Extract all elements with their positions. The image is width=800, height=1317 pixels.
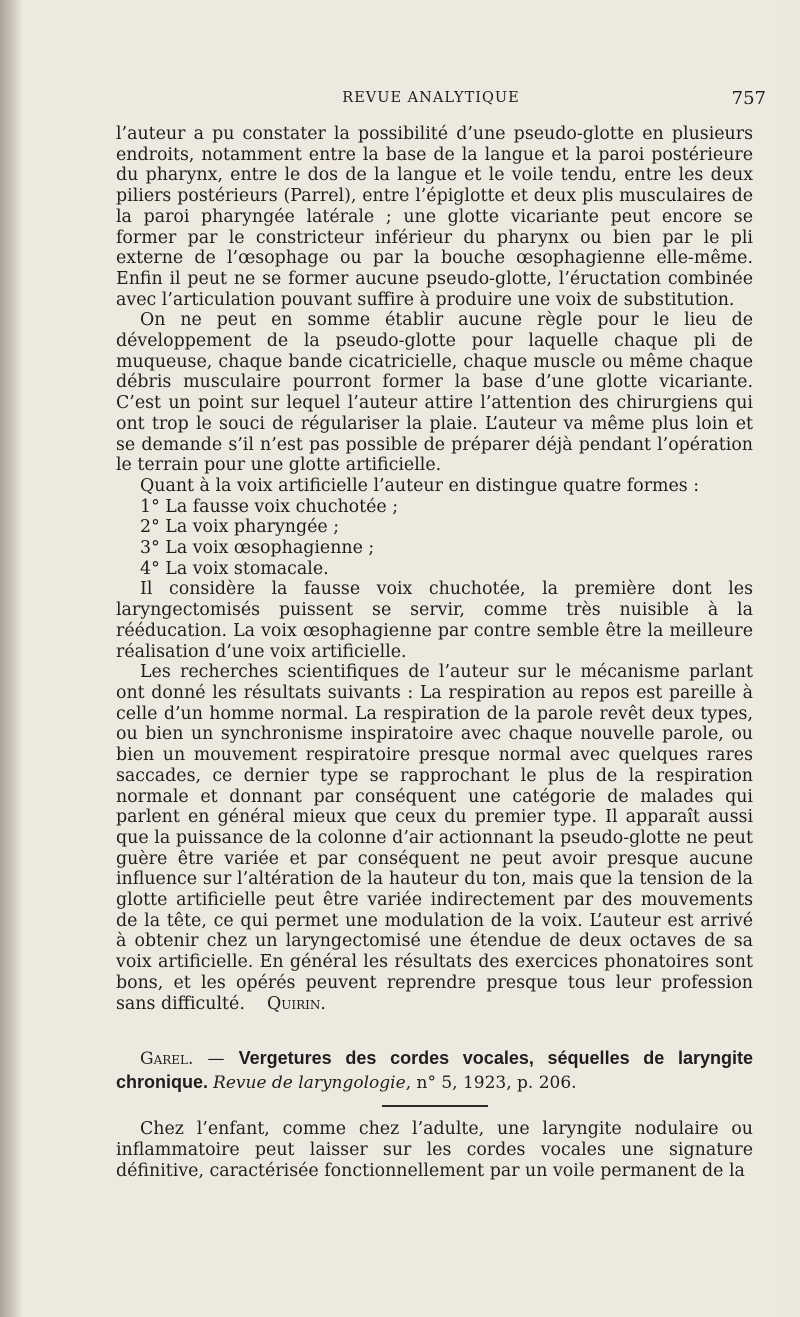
- list-item: 2° La voix pharyngée ;: [140, 517, 340, 538]
- binding-shadow: [0, 0, 22, 1317]
- paragraph: Il considère la fausse voix chuchotée, la première dont les laryngectomisés puissent se servir, comme très nuisible à la rééducation. La voix œsophagienne par contre semble être la meilleure réalisation d’une voix artificielle.: [116, 579, 753, 662]
- paragraph-next: Chez l’enfant, comme chez l’adulte, une laryngite nodulaire ou inflammatoire peut laisser sur les cordes vocales une signature définitive, caractérisée fonctionnellement par un voile permanent de la: [116, 1119, 753, 1181]
- running-head: REVUE ANALYTIQUE: [342, 90, 520, 106]
- article-body: [116, 124, 753, 1181]
- list-item: 3° La voix œsophagienne ;: [140, 538, 375, 559]
- paragraph-continuation: l’auteur a pu constater la possibilité d’une pseudo-glotte en plusieurs endroits, notamment entre la base de la langue et la paroi postérieure du pharynx, entre le dos de la langue et le voile tendu, entre les deux piliers postérieurs (Parrel), entre l’épiglotte et deux plis musculaires de la paroi pharyngée latérale ; une glotte vicariante peut encore se former par le constricteur inférieur du pharynx ou bien par le pli externe de l’œsophage ou par la bouche œsophagienne elle-même. Enfin il peut ne se former aucune pseudo-glotte, l’éructation combinée avec l’articulation pouvant suffire à produire une voix de substitution.: [116, 124, 753, 310]
- reference-author: Garel.: [140, 1049, 194, 1070]
- paragraph-forms-intro: Quant à la voix artificielle l’auteur en distingue quatre formes :: [140, 475, 700, 496]
- reference-journal: Revue de laryngologie: [213, 1073, 406, 1094]
- page-number: 757: [731, 88, 766, 109]
- section-gap: [116, 1014, 753, 1047]
- article-reference: [116, 1047, 753, 1095]
- author-signature: Quirin.: [267, 993, 326, 1014]
- reference-publication: , n° 5, 1923, p. 206.: [405, 1073, 577, 1094]
- reference-title: Vergetures des cordes vocales, séquelles de laryngite chronique.: [116, 1048, 753, 1093]
- list-item: 1° La fausse voix chuchotée ;: [140, 496, 399, 517]
- separator-rule: [382, 1105, 488, 1107]
- paragraph-with-signature: [116, 662, 753, 1014]
- reference-dash: —: [193, 1049, 239, 1070]
- paragraph-text: Les recherches scientifiques de l’auteur sur le mécanisme parlant ont donné les résultats suivants : La respiration au repos est pareille à celle d’un homme normal. La respiration de la parole revêt deux types, ou bien un synchronisme inspiratoire avec chaque nouvelle parole, ou bien un mouvement respiratoire presque normal avec quelques rares saccades, ce dernier type se rapprochant le plus de la respiration normale et donnant par conséquent une catégorie de malades qui parlent en général mieux que ceux du premier type. Il apparaît aussi que la puissance de la colonne d’air actionnant la pseudo-glotte ne peut guère être variée et par conséquent ne peut avoir presque aucune influence sur l’altération de la hauteur du ton, mais que la tension de la glotte artificielle peut être variée indirectement par des mouvements de la tête, ce qui permet une modulation de la voix. L’auteur est arrivé à obtenir chez un laryngectomisé une étendue de deux octaves de sa voix artificielle. En général les résultats des exercices phonatoires sont bons, et les opérés peuvent reprendre presque tous leur profession sans difficulté.: [116, 662, 753, 1014]
- page-header: [96, 90, 766, 114]
- paragraph: On ne peut en somme établir aucune règle pour le lieu de développement de la pseudo-glotte pour laquelle chaque pli de muqueuse, chaque bande cicatricielle, chaque muscle ou même chaque débris musculaire pourront former la base d’une glotte vicariante. C’est un point sur lequel l’auteur attire l’attention des chirurgiens qui ont trop le souci de régulariser la plaie. L’auteur va même plus loin et se demande s’il n’est pas possible de préparer déjà pendant l’opération le terrain pour une glotte artificielle.: [116, 310, 753, 476]
- list-item: 4° La voix stomacale.: [140, 558, 329, 579]
